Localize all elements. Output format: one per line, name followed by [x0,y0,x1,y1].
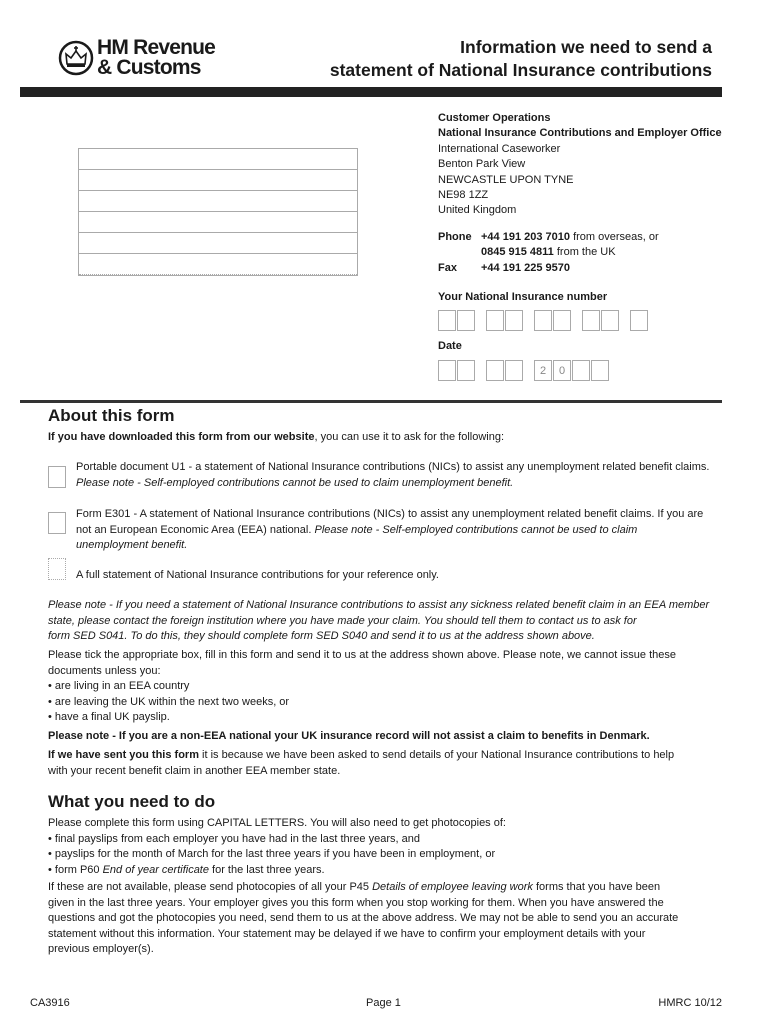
phone-overseas: +44 191 203 7010 [481,230,571,243]
para-line: questions and got the photocopies you need, send them to us at the above address. We may not be able to send you an accurate [48,912,679,924]
ni-char-box[interactable] [486,310,504,331]
about-intro [48,430,504,446]
option-note: Please note - Self-employed contributions cannot be used to claim unemployment benefit. [76,476,514,489]
address-line-field[interactable] [79,233,357,254]
phone-row [438,230,722,245]
form-title [330,36,712,82]
title-line1: Information we need to send a [460,37,712,57]
year-box[interactable] [572,360,590,381]
instruction-line: documents unless you: [48,664,161,677]
date-label: Date [438,340,462,352]
todo-heading: What you need to do [48,792,216,811]
logo-line2: & Customs [97,56,201,79]
address-line: Customer Operations [438,112,551,124]
page-number: Page 1 [366,997,401,1009]
bullet-item: • are living in an EEA country [48,680,190,692]
u1-checkbox[interactable] [48,466,66,488]
bullet-text: for the last three years. [208,863,325,876]
address-line: NE98 1ZZ [438,189,489,202]
ni-number-label: Your National Insurance number [438,291,608,303]
logo-line1: HM Revenue [97,36,216,59]
year-box[interactable] [591,360,609,381]
address-line-field[interactable] [79,212,357,233]
fax-number: +44 191 225 9570 [481,261,571,274]
bullet-item: • final payslips from each employer you have had in the last three years, and [48,832,420,845]
todo-line: Please complete this form using CAPITAL LETTERS. You will also need to get photocopies of: [48,817,506,829]
form-code: CA3916 [30,997,70,1009]
ni-char-box[interactable] [505,310,523,331]
phone-row-uk [438,245,722,260]
address-line: National Insurance Contributions and Employer Office [438,127,722,140]
ni-char-box[interactable] [630,310,648,331]
non-eea-note: Please note - If you are a non-EEA national your UK insurance record will not assist a claim to benefits in Denmark. [48,730,650,742]
option-text: Form E301 - A statement of National Insurance contributions (NICs) to assist any unemployment related benefit claims. If you are [76,508,704,520]
intro-rest: , you can use it to ask for the following: [314,431,505,443]
address-line-field[interactable] [79,191,357,212]
instruction-line: Please tick the appropriate box, fill in this form and send it to us at the address shown above. Please note, we cannot issue these [48,649,676,661]
fax-row [438,261,722,276]
phone-label: Phone [438,230,472,243]
note-line: Please note - If you need a statement of National Insurance contributions to assist any sickness related benefit claim in an EEA member [48,599,710,611]
full-statement-checkbox[interactable] [48,558,66,580]
hmrc-address [438,111,722,276]
ni-char-box[interactable] [601,310,619,331]
bullet-item: • payslips for the month of March for the last three years if you have been in employment, or [48,848,496,860]
address-input-box[interactable] [78,148,358,276]
year-box: 0 [553,360,571,381]
option-text: not an European Economic Area (EEA) national. [76,523,315,536]
note-line: state, please contact the foreign institution where you have made your claim. You should tell them to contact us to ask for [48,614,637,627]
day-box[interactable] [438,360,456,381]
hmrc-logo [58,38,215,78]
address-line-field[interactable] [79,170,357,191]
note-line: form SED S041. To do this, they should complete form SED S040 and send it to us at the address shown above. [48,630,595,642]
month-box[interactable] [505,360,523,381]
ni-char-box[interactable] [438,310,456,331]
option-note: Please note - Self-employed contributions cannot be used to claim [314,523,638,536]
para-text: If these are not available, please send photocopies of all your P45 [48,881,373,893]
option-e301 [76,507,703,554]
address-line-field[interactable] [79,149,357,170]
option-full-statement: A full statement of National Insurance contributions for your reference only. [76,569,439,581]
sent-bold: If we have sent you this form [48,749,199,761]
bullet-item [48,863,506,879]
ni-number-input[interactable] [438,310,648,331]
sent-form-note [48,748,674,779]
sent-rest: it is because we have been asked to send details of your National Insurance contributions to help [198,749,675,761]
form-version: HMRC 10/12 [658,997,722,1009]
address-line: United Kingdom [438,204,517,217]
tick-instructions [48,648,676,726]
address-line: Benton Park View [438,158,526,171]
ni-char-box[interactable] [534,310,552,331]
option-text: Portable document U1 - a statement of National Insurance contributions (NICs) to assist any unemployment related benefit claims. [76,461,710,473]
year-box: 2 [534,360,552,381]
about-heading: About this form [48,406,175,425]
fax-label: Fax [438,261,457,274]
header-bar [20,87,722,97]
address-line-field[interactable] [79,254,357,275]
bullet-item: • are leaving the UK within the next two weeks, or [48,695,290,708]
para-line: previous employer(s). [48,943,154,955]
intro-bold: If you have downloaded this form from our website [48,431,315,443]
option-note: unemployment benefit. [76,539,188,551]
bullet-italic: End of year certificate [102,863,209,876]
para-text: forms that you have been [532,881,661,893]
p45-paragraph [48,880,678,958]
date-input[interactable] [438,360,609,381]
todo-list [48,816,506,878]
sent-line: with your recent benefit claim in another EEA member state. [48,764,341,777]
phone-uk: 0845 915 4811 [481,246,554,259]
sickness-note [48,598,709,645]
address-line: International Caseworker [438,142,561,155]
ni-char-box[interactable] [553,310,571,331]
option-u1 [76,460,709,491]
ni-char-box[interactable] [457,310,475,331]
day-box[interactable] [457,360,475,381]
ni-char-box[interactable] [582,310,600,331]
title-line2: statement of National Insurance contributions [329,60,712,80]
e301-checkbox[interactable] [48,512,66,534]
crown-icon [58,40,94,76]
phone-overseas-note: from overseas, or [570,230,659,243]
para-line: given in the last three years. Your employer gives you this form when you stop working for them. When you have answered the [48,896,664,909]
bullet-text: • form P60 [48,863,103,876]
para-italic: Details of employee leaving work [372,881,533,893]
bullet-item: • have a final UK payslip. [48,711,170,723]
address-line: NEWCASTLE UPON TYNE [438,173,574,186]
month-box[interactable] [486,360,504,381]
phone-uk-note: from the UK [553,246,616,259]
section-divider [20,400,722,403]
para-line: statement without this information. Your statement may be delayed if we have to confirm your employment details with your [48,927,646,940]
